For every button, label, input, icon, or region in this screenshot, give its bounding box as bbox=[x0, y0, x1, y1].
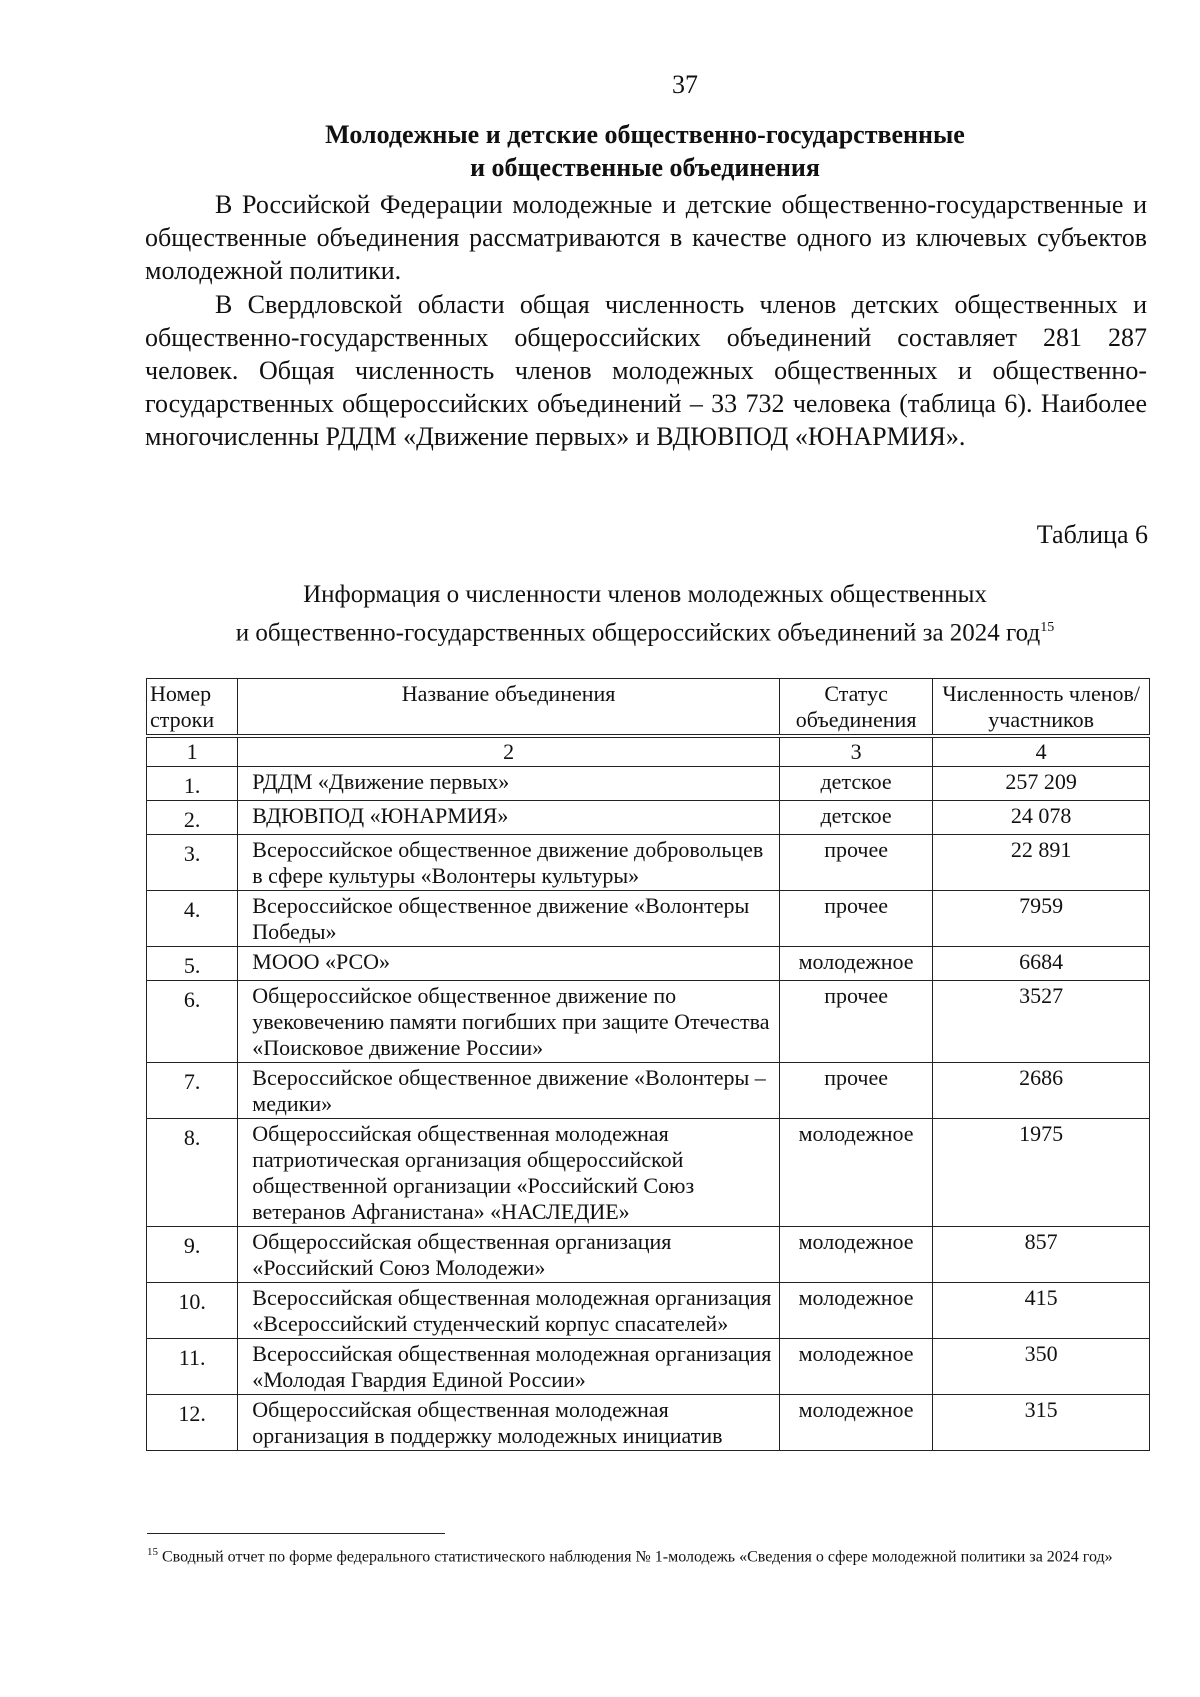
row-name: МООО «РСО» bbox=[238, 947, 780, 981]
row-number: 10. bbox=[147, 1283, 238, 1339]
row-name: ВДЮВПОД «ЮНАРМИЯ» bbox=[238, 801, 780, 835]
row-status: молодежное bbox=[779, 1227, 932, 1283]
header-number: Номер строки bbox=[147, 679, 238, 737]
table-row bbox=[147, 981, 1150, 1063]
paragraph-1: В Российской Федерации молодежные и детские общественно-государственные и общественные объединения рассматриваются в качестве одного из ключевых субъектов молодежной политики. bbox=[145, 190, 1147, 285]
table-caption-line-2 bbox=[140, 611, 1150, 649]
row-name: Общероссийская общественная организация «Российский Союз Молодежи» bbox=[238, 1227, 780, 1283]
row-count: 7959 bbox=[933, 891, 1150, 947]
row-number: 12. bbox=[147, 1395, 238, 1451]
row-number: 7. bbox=[147, 1063, 238, 1119]
footnote-divider bbox=[147, 1533, 445, 1534]
row-name: Всероссийское общественное движение добровольцев в сфере культуры «Волонтеры культуры» bbox=[238, 835, 780, 891]
row-number: 8. bbox=[147, 1119, 238, 1227]
table-row bbox=[147, 891, 1150, 947]
row-count: 1975 bbox=[933, 1119, 1150, 1227]
table-row bbox=[147, 1119, 1150, 1227]
column-number: 3 bbox=[779, 736, 932, 767]
table-row bbox=[147, 1395, 1150, 1451]
row-number: 3. bbox=[147, 835, 238, 891]
row-status: молодежное bbox=[779, 947, 932, 981]
row-name: Всероссийская общественная молодежная организация «Молодая Гвардия Единой России» bbox=[238, 1339, 780, 1395]
row-count: 415 bbox=[933, 1283, 1150, 1339]
row-number: 6. bbox=[147, 981, 238, 1063]
footnote bbox=[147, 1540, 1149, 1569]
row-status: детское bbox=[779, 767, 932, 801]
section-heading-line-2: и общественные объединения bbox=[470, 153, 820, 182]
row-name: Общероссийская общественная молодежная организация в поддержку молодежных инициатив bbox=[238, 1395, 780, 1451]
row-name: Всероссийское общественное движение «Волонтеры – медики» bbox=[238, 1063, 780, 1119]
row-number: 2. bbox=[147, 801, 238, 835]
footnote-text: Сводный отчет по форме федерального статистического наблюдения № 1-молодежь «Сведения о сфере молодежной политики за 2024 год» bbox=[162, 1548, 1113, 1566]
membership-table bbox=[146, 678, 1150, 1451]
row-count: 22 891 bbox=[933, 835, 1150, 891]
row-count: 2686 bbox=[933, 1063, 1150, 1119]
table-row bbox=[147, 835, 1150, 891]
row-name: Всероссийская общественная молодежная организация «Всероссийский студенческий корпус спасателей» bbox=[238, 1283, 780, 1339]
row-name: Общероссийское общественное движение по увековечению памяти погибших при защите Отечества «Поисковое движение России» bbox=[238, 981, 780, 1063]
row-status: прочее bbox=[779, 835, 932, 891]
page-number: 37 bbox=[672, 70, 698, 99]
row-status: детское bbox=[779, 801, 932, 835]
row-number: 4. bbox=[147, 891, 238, 947]
row-count: 350 bbox=[933, 1339, 1150, 1395]
row-status: прочее bbox=[779, 1063, 932, 1119]
table-row bbox=[147, 801, 1150, 835]
row-name: РДДМ «Движение первых» bbox=[238, 767, 780, 801]
row-count: 24 078 bbox=[933, 801, 1150, 835]
row-count: 257 209 bbox=[933, 767, 1150, 801]
row-status: молодежное bbox=[779, 1339, 932, 1395]
table-caption-line-2-text: и общественно-государственных общероссийских объединений за 2024 год bbox=[235, 619, 1041, 647]
row-status: прочее bbox=[779, 891, 932, 947]
row-name: Общероссийская общественная молодежная патриотическая организация общероссийской общественной организации «Российский Союз ветеранов Афганистана» «НАСЛЕДИЕ» bbox=[238, 1119, 780, 1227]
row-status: молодежное bbox=[779, 1283, 932, 1339]
row-count: 315 bbox=[933, 1395, 1150, 1451]
column-number: 1 bbox=[147, 736, 238, 767]
paragraph-2: В Свердловской области общая численность членов детских общественных и общественно-государственных общероссийских объединений составляет 281 287 человек. Общая численность членов молодежных общественных и общественно-государственных общероссийских объединений – 33 732 человека (таблица 6). Наиболее многочисленны РДДМ «Движение первых» и ВДЮВПОД «ЮНАРМИЯ». bbox=[145, 290, 1147, 451]
row-count: 3527 bbox=[933, 981, 1150, 1063]
table-header-row bbox=[147, 679, 1150, 737]
row-status: молодежное bbox=[779, 1119, 932, 1227]
table-caption bbox=[140, 578, 1150, 649]
table-row bbox=[147, 1227, 1150, 1283]
footnote-reference: 15 bbox=[1040, 620, 1055, 635]
row-count: 6684 bbox=[933, 947, 1150, 981]
table-row bbox=[147, 1283, 1150, 1339]
row-status: прочее bbox=[779, 981, 932, 1063]
row-number: 1. bbox=[147, 767, 238, 801]
header-status: Статус объединения bbox=[779, 679, 932, 737]
row-count: 857 bbox=[933, 1227, 1150, 1283]
row-number: 9. bbox=[147, 1227, 238, 1283]
section-heading bbox=[140, 118, 1150, 184]
table-row bbox=[147, 1063, 1150, 1119]
row-name: Всероссийское общественное движение «Волонтеры Победы» bbox=[238, 891, 780, 947]
column-number: 2 bbox=[238, 736, 780, 767]
header-name: Название объединения bbox=[238, 679, 780, 737]
table-label: Таблица 6 bbox=[1036, 520, 1148, 549]
column-number: 4 bbox=[933, 736, 1150, 767]
column-numbers-row bbox=[147, 736, 1150, 767]
header-count: Численность членов/участников bbox=[933, 679, 1150, 737]
table-row bbox=[147, 1339, 1150, 1395]
row-status: молодежное bbox=[779, 1395, 932, 1451]
table-row bbox=[147, 767, 1150, 801]
table-row bbox=[147, 947, 1150, 981]
footnote-marker: 15 bbox=[147, 1546, 158, 1558]
row-number: 5. bbox=[147, 947, 238, 981]
row-number: 11. bbox=[147, 1339, 238, 1395]
table-caption-line-1: Информация о численности членов молодежных общественных bbox=[303, 581, 987, 608]
section-heading-line-1: Молодежные и детские общественно-государственные bbox=[325, 120, 965, 149]
